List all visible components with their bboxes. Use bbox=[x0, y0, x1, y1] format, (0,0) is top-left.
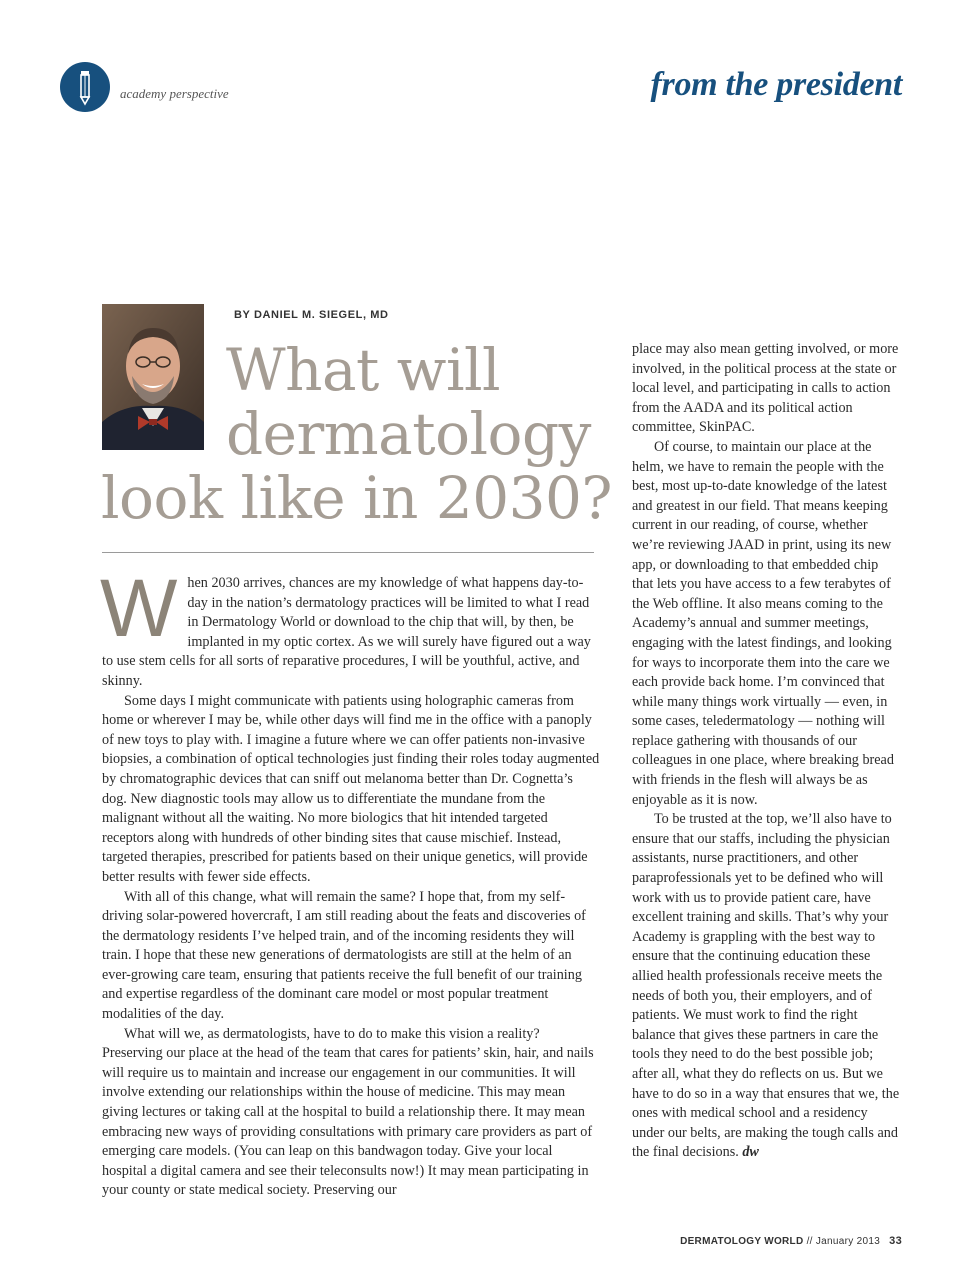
headline-line-1: What will bbox=[226, 336, 501, 404]
headline-line-2: dermatology bbox=[226, 400, 591, 468]
pencil-icon bbox=[60, 62, 110, 112]
page-number: 33 bbox=[889, 1235, 902, 1247]
article-column-right bbox=[632, 340, 902, 1163]
paragraph: Of course, to maintain our place at the helm, we have to remain the people with the best, most up-to-date knowledge of the latest and greatest in our field. That means keeping current in our reading, of course, whether we’re reviewing JAAD in print, using its new app, or downloading to that embedded chip that lets you have access to a few terabytes of the Web offline. It also means coming to the Academy’s annual and summer meetings, engaging with the latest findings, and looking for ways to incorporate them into the care we each provide back home. I’m convinced that while many things work virtually — even, in some cases, teledermatology — nothing will replace gathering with thousands of our colleagues in one place, where breaking bread with friends in the flesh will always be as enjoyable as it is now. bbox=[632, 438, 894, 808]
footer-separator: // bbox=[806, 1236, 813, 1247]
headline-line-3: look like in 2030? bbox=[101, 464, 613, 532]
paragraph: With all of this change, what will remain the same? I hope that, from my self-driving solar-powered hovercraft, I am still reading about the feats and discoveries of the dermatology residents I’ve helped train, and of the incoming residents they will train. I hope that these new generations of dermatologists are still at the helm of an ever-growing care team, ensuring that patients receive the full benefit of our training and expertise regardless of the dominant care model or most popular treatment modalities of the day. bbox=[102, 888, 586, 1023]
paragraph: place may also mean getting involved, or more involved, in the political process at the state or local level, and participating in calls to action from the AADA and its political action committee, SkinPAC. bbox=[632, 341, 899, 436]
department-title: from the president bbox=[650, 66, 902, 103]
signature-mark: dw bbox=[742, 1144, 759, 1161]
divider bbox=[102, 552, 594, 553]
magazine-name: DERMATOLOGY WORLD bbox=[680, 1236, 804, 1247]
byline: BY DANIEL M. SIEGEL, MD bbox=[234, 309, 389, 321]
issue-date: January 2013 bbox=[815, 1236, 881, 1247]
page-footer bbox=[680, 1235, 902, 1247]
paragraph: hen 2030 arrives, chances are my knowledge of what happens day-to-day in the nation’s dermatology practices will be limited to what I read in Dermatology World or download to the chip that will, by then, be implanted in my optic cortex. As we will surely have figured out a way to use stem cells for all sorts of reparative procedures, I will be youthful, active, and skinny. bbox=[102, 575, 591, 689]
paragraph bbox=[632, 810, 902, 1163]
author-photo bbox=[102, 304, 204, 450]
drop-cap: W bbox=[100, 563, 178, 654]
section-badge bbox=[60, 62, 110, 112]
paragraph-text: To be trusted at the top, we’ll also have to ensure that our staffs, including the physician assistants, nurse practitioners, and other paraprofessionals yet to be defined who will work with us to provide patient care, have excellent training and skills. That’s why your Academy is grappling with the best way to ensure that the continuing education these allied health professionals receive meets the needs of both you, their employers, and of patients. We must work to find the right balance that gives these partners in care the tools they need to do the best possible job; after all, what they do reflects on us. But we have to do so in a way that ensures that we, the ones with medical school and a residency under our belts, are making the tough calls and the final decisions. bbox=[632, 811, 900, 1161]
section-label: academy perspective bbox=[120, 86, 229, 101]
article-column-left bbox=[100, 563, 600, 1201]
paragraph: What will we, as dermatologists, have to do to make this vision a reality? Preserving our place at the head of the team that cares for patients’ skin, hair, and nails will require us to maintain and increase our engagement in our communities. It will involve extending our relationships within the house of medicine. This may mean giving lectures or taking call at the hospital to build a relationship there. It may mean embracing new ways of providing consultations with primary care providers as part of emerging care models. (You can leap on this bandwagon today. Give your local hospital a digital camera and see their teleconsults now!) It may mean participating in your county or state medical society. Preserving our bbox=[102, 1025, 594, 1199]
paragraph: Some days I might communicate with patients using holographic cameras from home or wherever I may be, while other days will find me in the office with a panoply of new toys to play with. I imagine a future where we can offer patients non-invasive biopsies, a combination of optical technologies just finding their roles today augmented by chromatographic devices that can sniff out melanoma better than Dr. Cognetta’s dog. New diagnostic tools may allow us to differentiate the mundane from the malignant without all the waiting. No more biologics that hit intended targeted receptors along with hundreds of other binding sites that cause mischief. Instead, targeted therapies, prescribed for patients based on their unique genetics, will provide better results with fewer side effects. bbox=[102, 692, 600, 885]
